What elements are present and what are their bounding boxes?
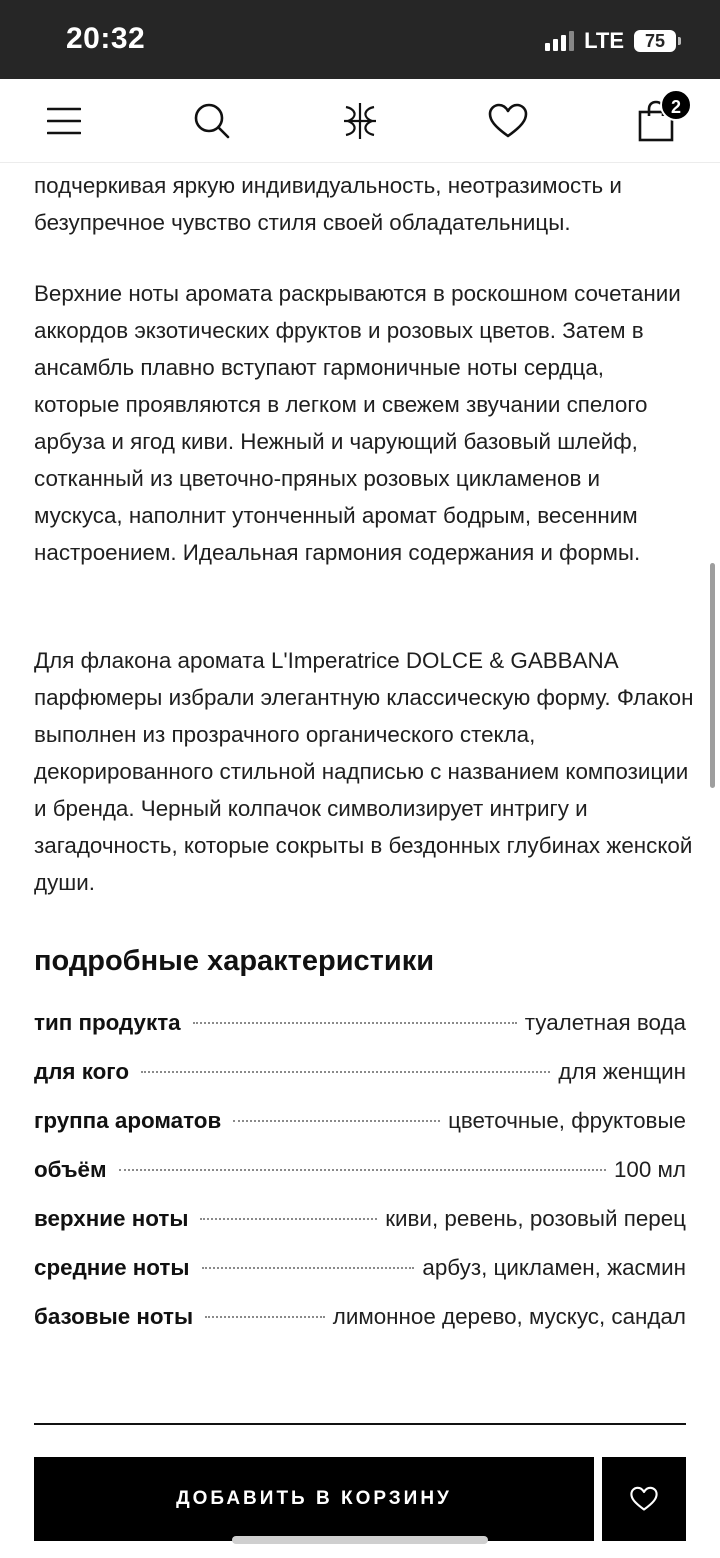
spec-value: цветочные, фруктовые bbox=[448, 1108, 686, 1133]
spec-label: для кого bbox=[34, 1059, 130, 1084]
favorite-button[interactable] bbox=[602, 1457, 686, 1541]
spec-label: группа ароматов bbox=[34, 1108, 222, 1133]
spec-dots bbox=[193, 1022, 517, 1024]
status-indicators bbox=[545, 28, 676, 54]
bag-icon[interactable] bbox=[632, 97, 680, 145]
specs-title: подробные характеристики bbox=[34, 945, 435, 977]
spec-dots bbox=[119, 1169, 606, 1171]
spec-dots bbox=[233, 1120, 440, 1122]
menu-icon[interactable] bbox=[40, 97, 88, 145]
spec-row bbox=[34, 1108, 686, 1157]
spec-row bbox=[34, 1010, 686, 1059]
brand-logo-icon[interactable] bbox=[336, 97, 384, 145]
spec-row bbox=[34, 1304, 686, 1353]
heart-icon[interactable] bbox=[484, 97, 532, 145]
network-type: LTE bbox=[584, 28, 624, 53]
spec-label: объём bbox=[34, 1157, 107, 1182]
spec-row bbox=[34, 1157, 686, 1206]
battery-icon: 75 bbox=[634, 30, 676, 52]
spec-dots bbox=[141, 1071, 550, 1073]
cart-count-badge: 2 bbox=[660, 89, 692, 121]
spec-dots bbox=[205, 1316, 325, 1318]
status-bar bbox=[0, 0, 720, 79]
spec-value: туалетная вода bbox=[524, 1010, 686, 1035]
heart-icon bbox=[630, 1486, 658, 1512]
search-icon[interactable] bbox=[188, 97, 236, 145]
description-paragraph: подчеркивая яркую индивидуальность, неотразимость и безупречное чувство стиля своей обладательницы. bbox=[34, 173, 622, 235]
top-nav bbox=[0, 79, 720, 163]
spec-value: 100 мл bbox=[613, 1157, 686, 1182]
status-time: 20:32 bbox=[66, 22, 146, 55]
section-divider bbox=[34, 1423, 686, 1425]
spec-label: базовые ноты bbox=[34, 1304, 194, 1329]
signal-icon bbox=[545, 31, 574, 51]
spec-value: киви, ревень, розовый перец bbox=[385, 1206, 686, 1231]
spec-row bbox=[34, 1255, 686, 1304]
spec-value: для женщин bbox=[558, 1059, 686, 1084]
spec-dots bbox=[202, 1267, 415, 1269]
spec-row bbox=[34, 1059, 686, 1108]
spec-label: средние ноты bbox=[34, 1255, 190, 1280]
spec-value: лимонное дерево, мускус, сандал bbox=[332, 1304, 686, 1329]
spec-label: тип продукта bbox=[34, 1010, 181, 1035]
spec-row bbox=[34, 1206, 686, 1255]
spec-value: арбуз, цикламен, жасмин bbox=[422, 1255, 686, 1280]
spec-label: верхние ноты bbox=[34, 1206, 189, 1231]
home-indicator[interactable] bbox=[232, 1536, 488, 1544]
description-paragraph: Для флакона аромата L'Imperatrice DOLCE & GABBANA парфюмеры избрали элегантную классическую форму. Флакон выполнен из прозрачного органического стекла, декорированного стильной надписью с названием композиции и бренда. Черный колпачок символизирует интригу и загадочность, которые сокрыты в бездонных глубинах женской души. bbox=[34, 648, 694, 895]
add-to-cart-button[interactable]: ДОБАВИТЬ В КОРЗИНУ bbox=[34, 1457, 594, 1541]
scrollbar[interactable] bbox=[710, 563, 715, 788]
description-paragraph: Верхние ноты аромата раскрываются в роскошном сочетании аккордов экзотических фруктов и розовых цветов. Затем в ансамбль плавно вступают гармоничные ноты сердца, которые проявляются в легком и свежем звучании спелого арбуза и ягод киви. Нежный и чарующий базовый шлейф, сотканный из цветочно-пряных розовых цикламенов и мускуса, наполнит утонченный аромат бодрым, весенним настроением. Идеальная гармония содержания и формы. bbox=[34, 281, 681, 565]
specs-list bbox=[34, 1010, 686, 1353]
spec-dots bbox=[200, 1218, 377, 1220]
